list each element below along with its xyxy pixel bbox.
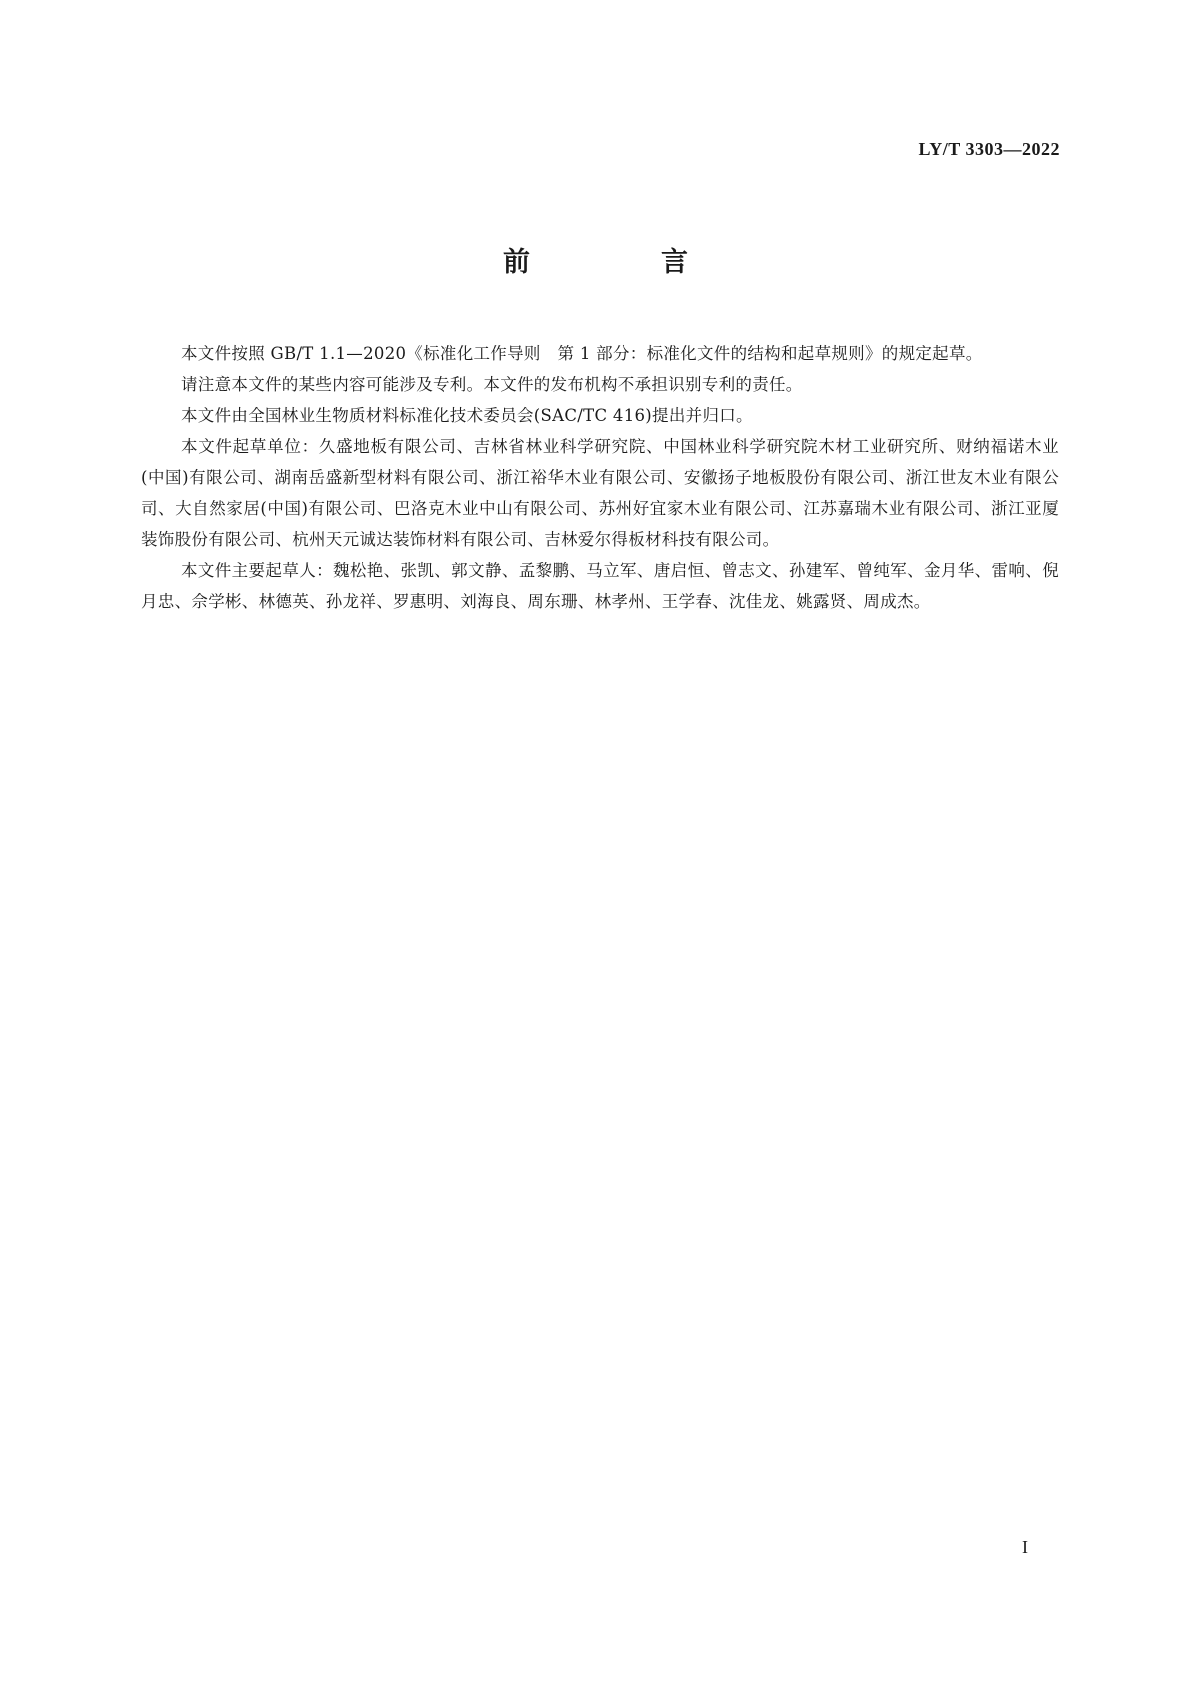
paragraph-drafters: 本文件主要起草人：魏松艳、张凯、郭文静、孟黎鹏、马立军、唐启恒、曾志文、孙建军、曾纯军、金月华、雷响、倪月忠、佘学彬、林德英、孙龙祥、罗惠明、刘海良、周东珊、林孝州、王学春、沈佳龙、姚露贤、周成杰。 bbox=[141, 561, 1059, 611]
paragraph-drafting-units: 本文件起草单位：久盛地板有限公司、吉林省林业科学研究院、中国林业科学研究院木材工业研究所、财纳福诺木业(中国)有限公司、湖南岳盛新型材料有限公司、浙江裕华木业有限公司、安徽扬子地板股份有限公司、浙江世友木业有限公司、大自然家居(中国)有限公司、巴洛克木业中山有限公司、苏州好宜家木业有限公司、江苏嘉瑞木业有限公司、浙江亚厦装饰股份有限公司、杭州天元诚达装饰材料有限公司、吉林爱尔得板材科技有限公司。 bbox=[141, 437, 1059, 549]
page-number: I bbox=[1022, 1537, 1028, 1557]
page-title: 前 言 bbox=[503, 247, 740, 278]
paragraph-patent-notice: 请注意本文件的某些内容可能涉及专利。本文件的发布机构不承担识别专利的责任。 bbox=[181, 375, 803, 394]
paragraph-drafting-rules: 本文件按照 GB/T 1.1—2020《标准化工作导则 第 1 部分：标准化文件的结构和起草规则》的规定起草。 bbox=[181, 344, 983, 363]
standard-number: LY/T 3303—2022 bbox=[918, 139, 1060, 159]
foreword-body bbox=[141, 338, 1059, 617]
paragraph-proposer: 本文件由全国林业生物质材料标准化技术委员会(SAC/TC 416)提出并归口。 bbox=[181, 406, 753, 425]
